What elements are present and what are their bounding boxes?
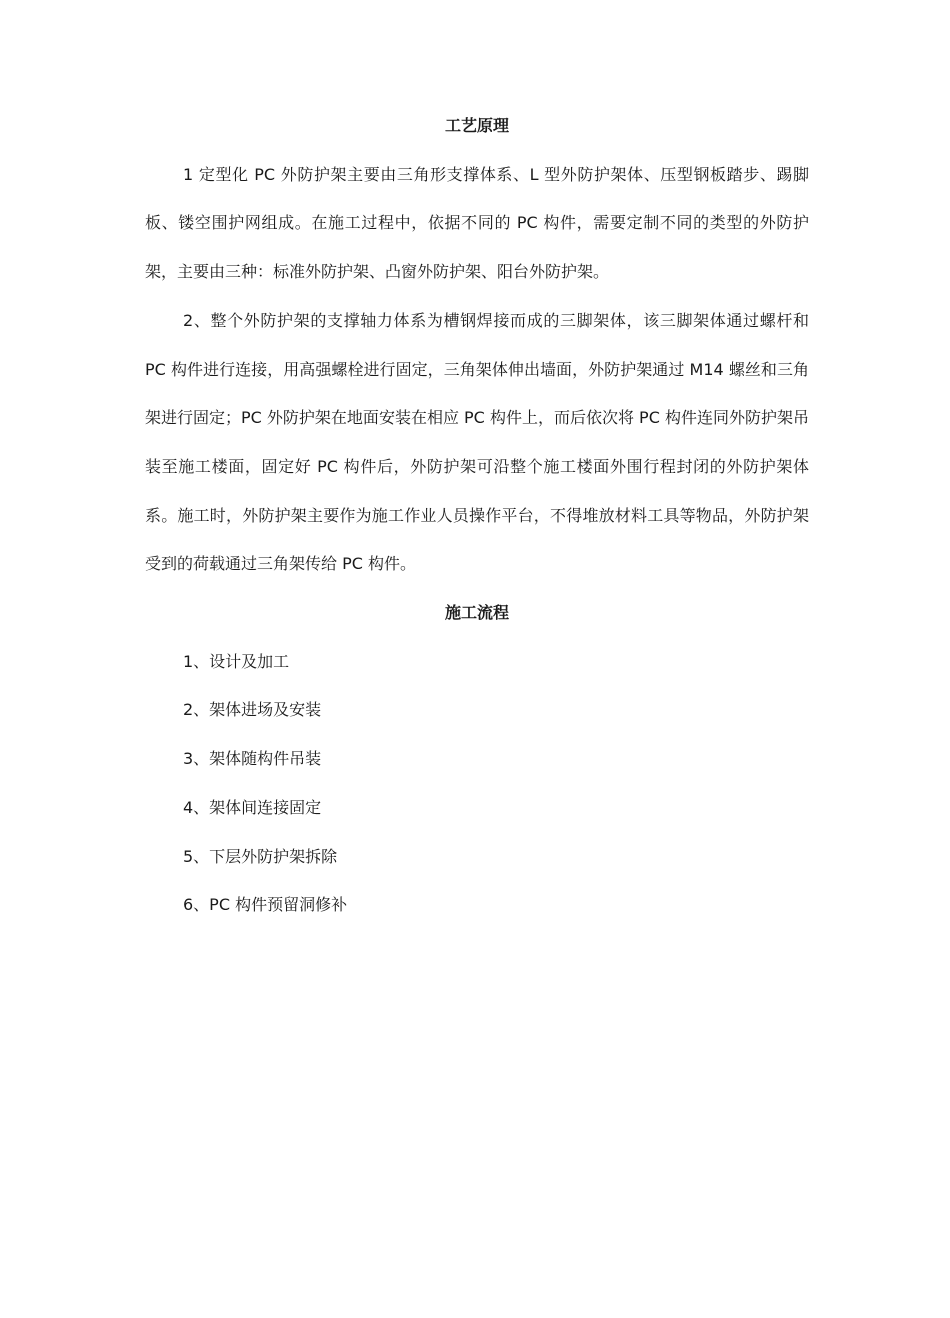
process-step: 1、设计及加工 xyxy=(183,651,290,671)
process-step: 5、下层外防护架拆除 xyxy=(183,846,338,866)
principle-paragraph-1: 1 定型化 PC 外防护架主要由三角形支撑体系、L 型外防护架体、压型钢板踏步、踢脚板、镂空围护网组成。在施工过程中，依据不同的 PC 构件，需要定制不同的类型的外防护架，主要由三种：标准外防护架、凸窗外防护架、阳台外防护架。 xyxy=(145,164,809,282)
process-step: 2、架体进场及安装 xyxy=(183,700,322,720)
process-step: 4、架体间连接固定 xyxy=(183,797,322,817)
section-title-principle: 工艺原理 xyxy=(444,116,509,135)
section-title-process: 施工流程 xyxy=(444,603,509,623)
process-steps-list xyxy=(145,638,809,930)
principle-paragraph-2: 2、整个外防护架的支撑轴力体系为槽钢焊接而成的三脚架体，该三脚架体通过螺杆和 PC 构件进行连接，用高强螺栓进行固定，三角架体伸出墙面，外防护架通过 M14 螺丝和三角架进行固定；PC 外防护架在地面安装在相应 PC 构件上，而后依次将 PC 构件连同外防护架吊装至施工楼面，固定好 PC 构件后，外防护架可沿整个施工楼面外围行程封闭的外防护架体系。施工时，外防护架主要作为施工作业人员操作平台，不得堆放材料工具等物品，外防护架受到的荷载通过三角架传给 PC 构件。 xyxy=(145,310,809,574)
process-step: 6、PC 构件预留洞修补 xyxy=(183,895,348,915)
process-step: 3、架体随构件吊装 xyxy=(183,749,322,769)
document-page xyxy=(145,102,809,930)
